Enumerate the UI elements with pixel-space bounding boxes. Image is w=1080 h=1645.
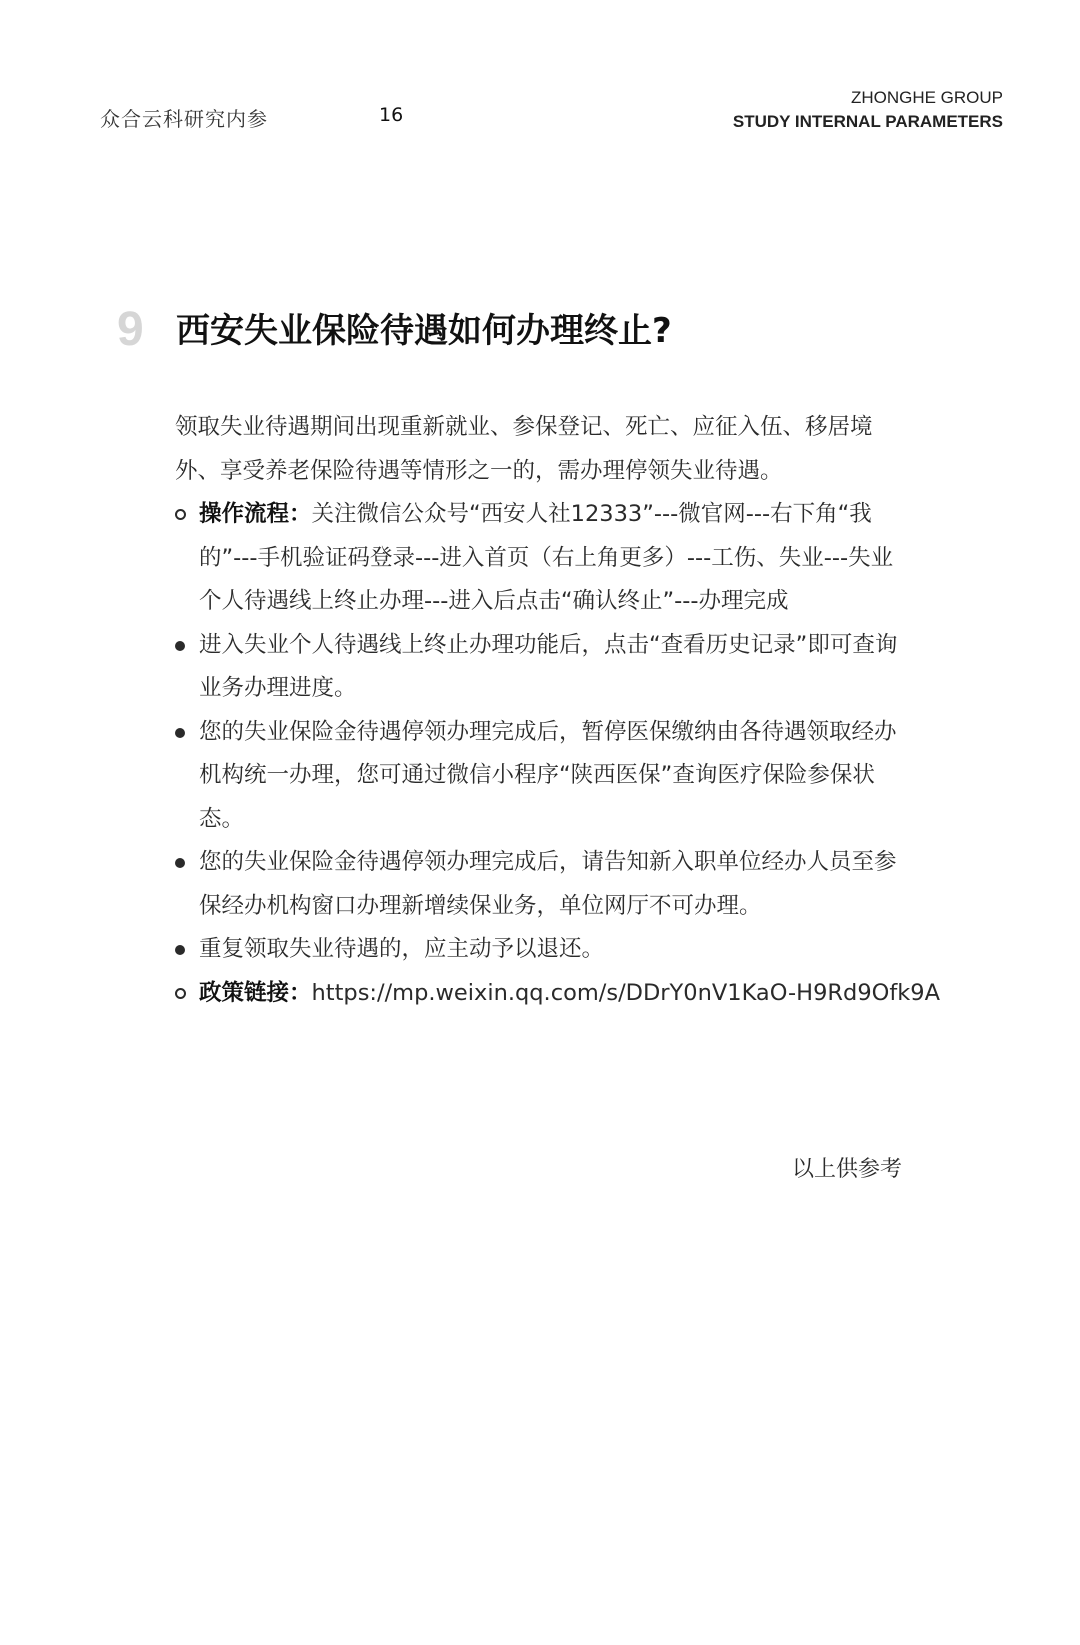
list-item: [175, 841, 955, 928]
intro-paragraph: 领取失业待遇期间出现重新就业、参保登记、死亡、应征入伍、移居境外、享受养老保险待遇等情形之一的，需办理停领失业待遇。: [175, 414, 873, 484]
hollow-bullet-icon: [175, 509, 186, 520]
item-text: 关注微信公众号“西安人社12333”---微官网---右下角“我的”---手机验证码登录---进入首页（右上角更多）---工伤、失业---失业个人待遇线上终止办理---进入后点击“确认终止”---办理完成: [199, 501, 894, 614]
item-label: 操作流程：: [199, 501, 312, 527]
item-label: 政策链接：: [199, 979, 312, 1006]
item-text: 您的失业保险金待遇停领办理完成后，请告知新入职单位经办人员至参保经办机构窗口办理新增续保业务，单位网厅不可办理。: [199, 849, 897, 919]
list-item: [175, 624, 955, 711]
policy-link[interactable]: https://mp.weixin.qq.com/s/DDrY0nV1KaO-H9Rd9Ofk9A: [311, 979, 941, 1006]
brand-subtitle: STUDY INTERNAL PARAMETERS: [732, 112, 1003, 131]
list-item-content: [199, 493, 911, 624]
list-item: [175, 493, 955, 624]
section-body: [175, 406, 955, 1015]
item-text: 重复领取失业待遇的，应主动予以退还。: [199, 936, 605, 962]
publication-title: 众合云科研究内参: [100, 107, 268, 131]
brand-block: [733, 86, 1003, 134]
item-text: 您的失业保险金待遇停领办理完成后，暂停医保缴纳由各待遇领取经办机构统一办理，您可通过微信小程序“陕西医保”查询医疗保险参保状态。: [199, 718, 897, 832]
brand-name: ZHONGHE GROUP: [850, 88, 1003, 107]
list-item: [175, 711, 955, 842]
closing-note: 以上供参考: [792, 1157, 903, 1182]
list-item: [175, 972, 955, 1016]
section-number: 9: [117, 303, 144, 356]
list-item: [175, 928, 955, 972]
item-list: [175, 493, 955, 1015]
hollow-bullet-icon: [175, 988, 186, 999]
section-title: 西安失业保险待遇如何办理终止?: [176, 311, 672, 351]
page-number: 16: [379, 104, 404, 126]
list-item-content: [199, 980, 940, 1006]
filled-bullet-icon: [175, 728, 185, 738]
filled-bullet-icon: [175, 641, 185, 651]
filled-bullet-icon: [175, 858, 185, 868]
item-text: 进入失业个人待遇线上终止办理功能后，点击“查看历史记录”即可查询业务办理进度。: [199, 631, 898, 701]
filled-bullet-icon: [175, 945, 185, 955]
